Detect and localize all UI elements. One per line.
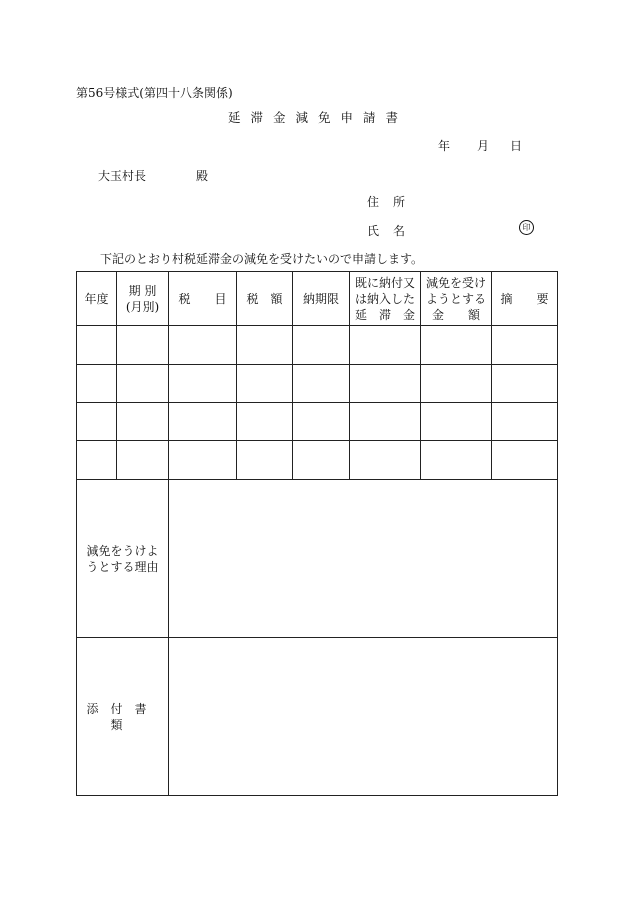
table-cell[interactable] xyxy=(236,364,293,403)
attachments-field[interactable] xyxy=(168,637,558,796)
table-cell[interactable] xyxy=(491,402,558,441)
column-header xyxy=(349,271,421,326)
form-title: 延滞金減免申請書 xyxy=(228,110,409,125)
header-line: 既に納付又 xyxy=(354,275,415,290)
table-cell[interactable] xyxy=(168,440,237,480)
table-cell[interactable] xyxy=(76,440,117,480)
table-cell[interactable] xyxy=(168,402,237,441)
header-line: うとする理由 xyxy=(86,559,159,574)
form-number: 第56号様式(第四十八条関係) xyxy=(76,86,233,100)
attachments-label xyxy=(76,637,169,796)
date-month-label: 月 xyxy=(477,139,490,153)
table-cell[interactable] xyxy=(491,364,558,403)
header-line: 摘 要 xyxy=(500,291,549,306)
reason-field[interactable] xyxy=(168,479,558,638)
column-header xyxy=(116,271,169,326)
table-cell[interactable] xyxy=(292,402,350,441)
header-line: 年度 xyxy=(84,291,109,306)
request-statement: 下記のとおり村税延滞金の減免を受けたいので申請します。 xyxy=(100,252,424,266)
date-day-label: 日 xyxy=(510,139,523,153)
addressee-honorific: 殿 xyxy=(196,169,209,183)
header-line: ようとする xyxy=(425,291,486,306)
table-cell[interactable] xyxy=(420,364,492,403)
table-cell[interactable] xyxy=(349,402,421,441)
header-line: 税 目 xyxy=(178,291,227,306)
table-cell[interactable] xyxy=(491,325,558,365)
table-cell[interactable] xyxy=(292,325,350,365)
header-line: は納入した xyxy=(354,291,415,306)
attachments-label-text: 添付書類 xyxy=(86,701,159,732)
reason-label xyxy=(76,479,169,638)
header-line: 延 滞 金 xyxy=(354,307,415,322)
table-cell[interactable] xyxy=(236,325,293,365)
header-line: 期 別 xyxy=(128,283,157,298)
table-cell[interactable] xyxy=(168,325,237,365)
table-cell[interactable] xyxy=(349,364,421,403)
table-cell[interactable] xyxy=(116,440,169,480)
table-cell[interactable] xyxy=(420,402,492,441)
table-cell[interactable] xyxy=(420,325,492,365)
header-line: 減免を受け xyxy=(425,275,486,290)
table-cell[interactable] xyxy=(76,364,117,403)
header-line: (月別) xyxy=(125,299,160,314)
table-cell[interactable] xyxy=(420,440,492,480)
column-header xyxy=(292,271,350,326)
table-cell[interactable] xyxy=(491,440,558,480)
table-cell[interactable] xyxy=(76,402,117,441)
table-cell[interactable] xyxy=(168,364,237,403)
addressee xyxy=(98,167,209,184)
table-cell[interactable] xyxy=(236,440,293,480)
table-cell[interactable] xyxy=(116,402,169,441)
header-line: 金 額 xyxy=(431,307,480,322)
header-line: 税 額 xyxy=(246,291,283,306)
name-label: 氏名 xyxy=(367,224,420,238)
table-cell[interactable] xyxy=(292,440,350,480)
address-label: 住所 xyxy=(367,195,420,209)
column-header xyxy=(76,271,117,326)
column-header xyxy=(491,271,558,326)
seal-mark: 印 xyxy=(519,220,534,235)
table-cell[interactable] xyxy=(236,402,293,441)
column-header xyxy=(168,271,237,326)
table-cell[interactable] xyxy=(116,325,169,365)
table-cell[interactable] xyxy=(349,325,421,365)
table-cell[interactable] xyxy=(76,325,117,365)
addressee-name: 大玉村長 xyxy=(98,169,147,183)
column-header xyxy=(420,271,492,326)
header-line: 減免をうけよ xyxy=(86,543,159,558)
column-header xyxy=(236,271,293,326)
table-cell[interactable] xyxy=(349,440,421,480)
table-cell[interactable] xyxy=(292,364,350,403)
header-line: 納期限 xyxy=(302,291,339,306)
table-cell[interactable] xyxy=(116,364,169,403)
date-year-label: 年 xyxy=(438,139,451,153)
